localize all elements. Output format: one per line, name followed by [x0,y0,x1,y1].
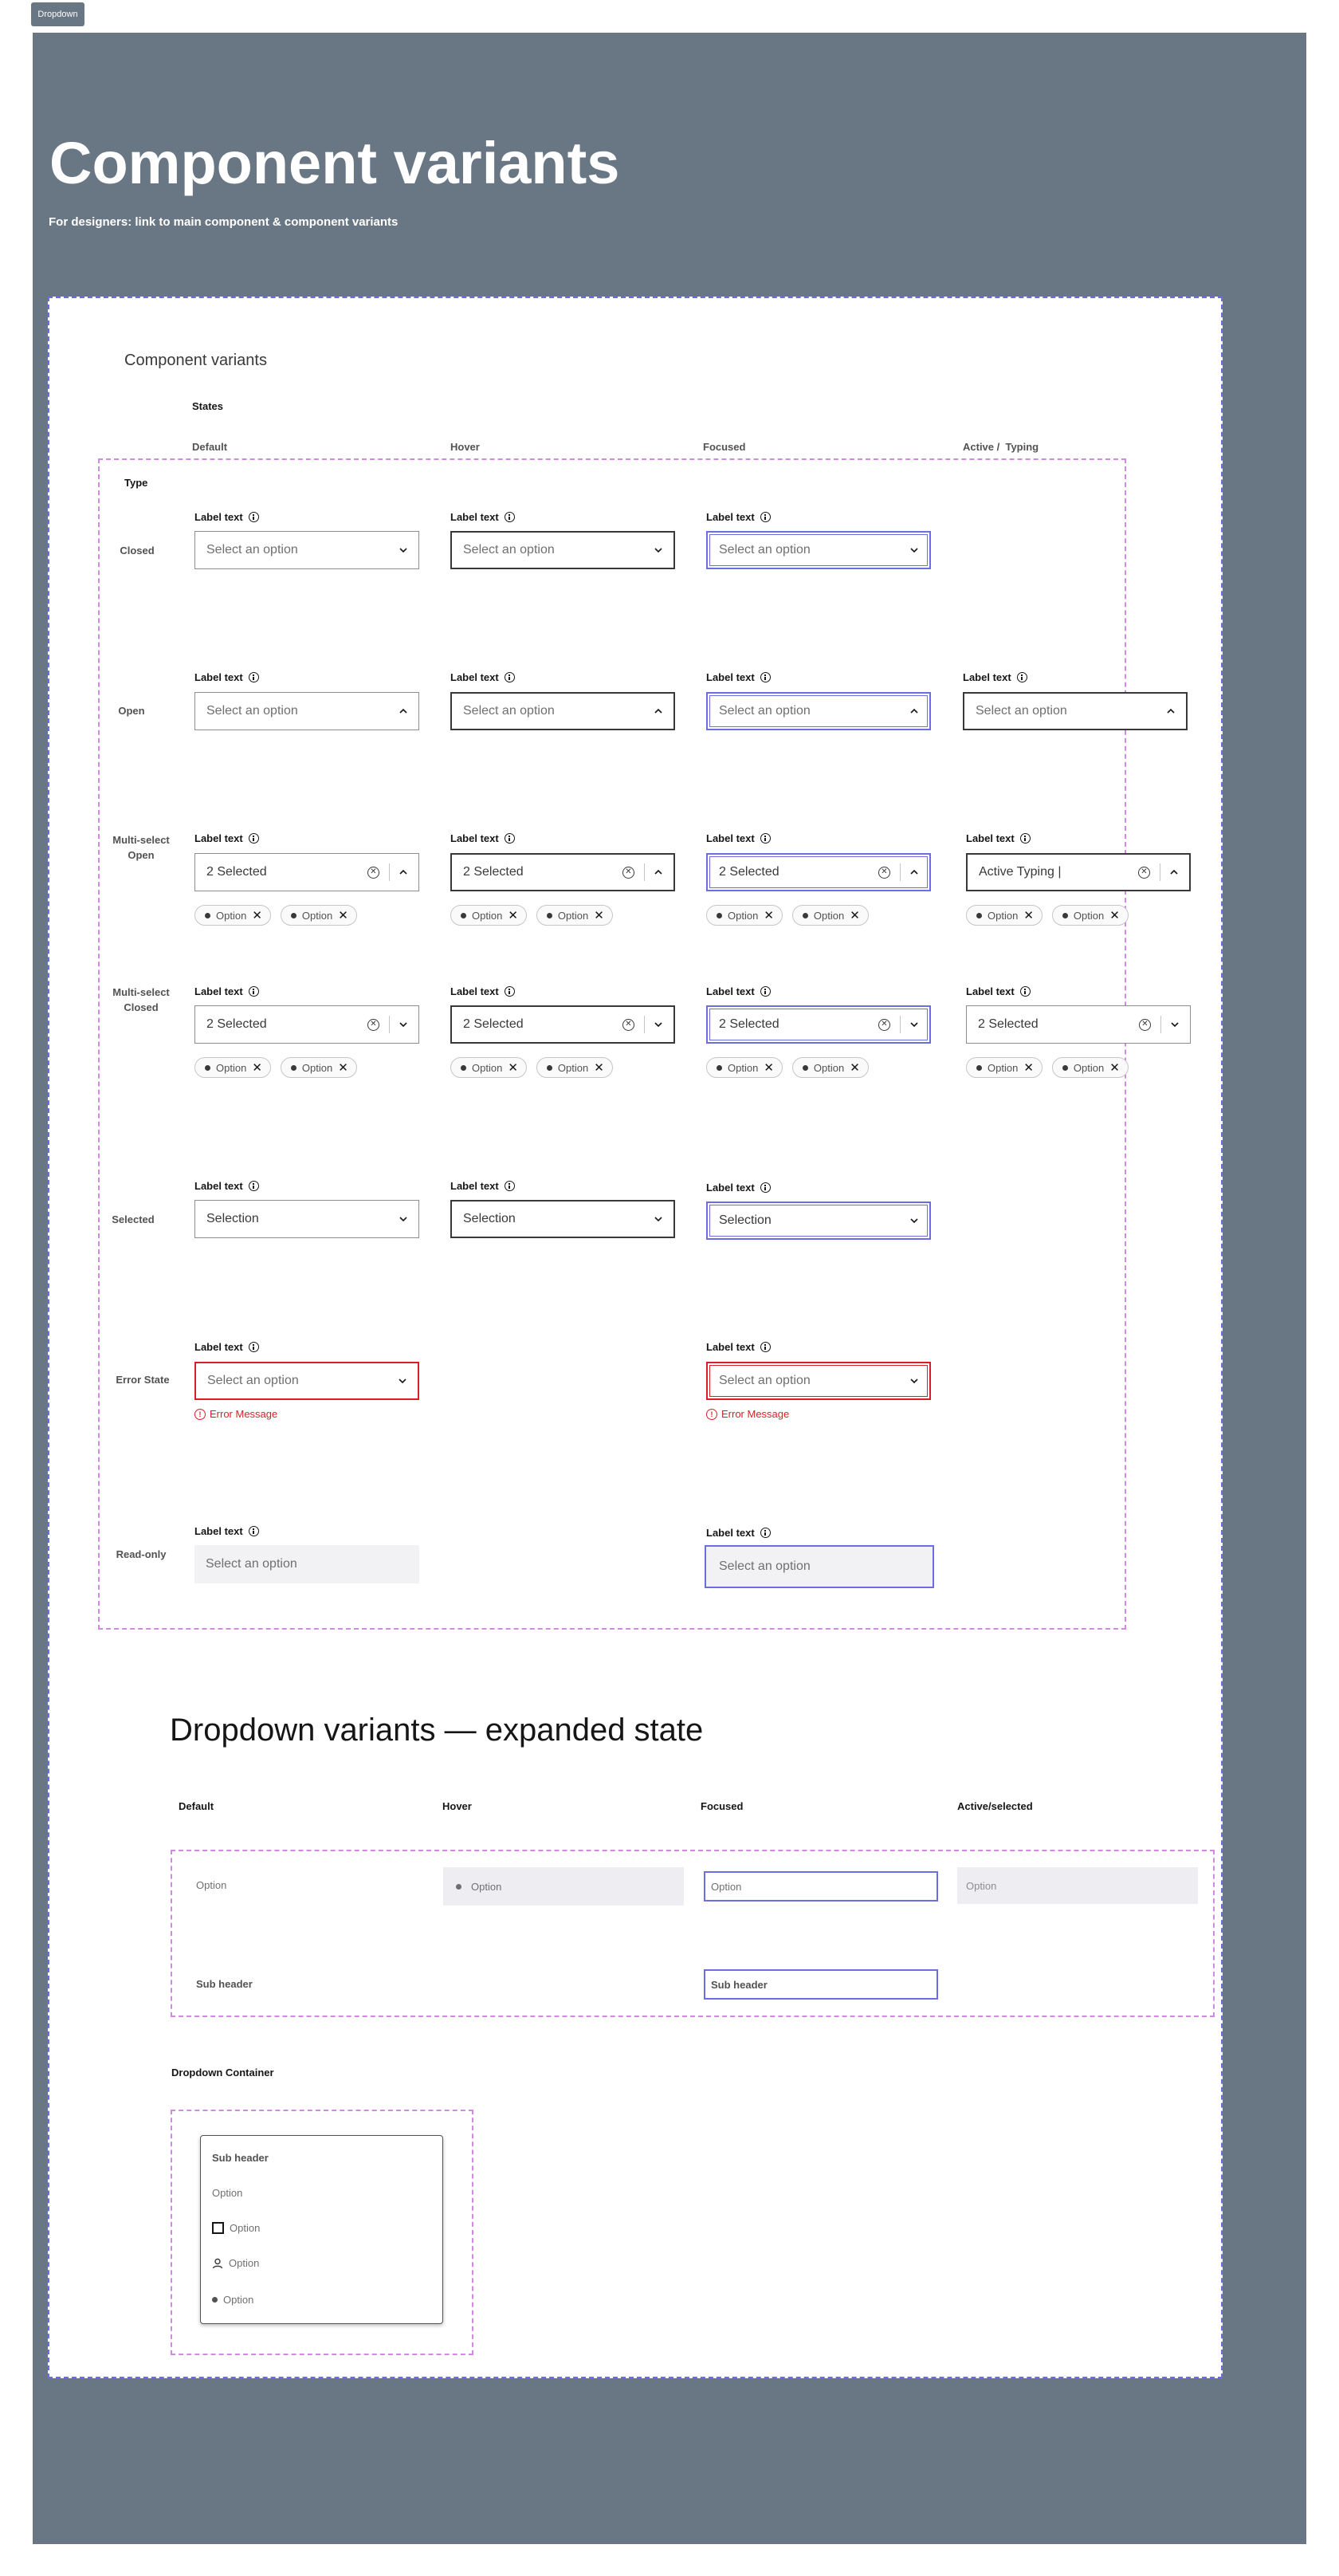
option-chip[interactable] [536,1057,613,1078]
clear-icon[interactable]: ✕ [622,1019,634,1031]
dot-icon [1062,1065,1068,1071]
label-text: Label text [706,511,755,523]
chip-label: Option [301,1061,333,1074]
dot-icon [717,1065,722,1071]
option-label: Option [229,2257,260,2269]
divider [900,1016,901,1033]
section-title-dropdown-variants: Dropdown variants — expanded state [170,1713,704,1748]
dot-icon [976,1065,982,1071]
label-text: Label text [706,1182,755,1194]
info-icon[interactable] [760,833,771,844]
selected-count: 2 Selected [978,1017,1039,1031]
field-label [706,1341,771,1353]
info-icon[interactable] [760,986,771,997]
chevron-up-icon [1170,868,1178,876]
dot-icon [205,1065,210,1071]
dot-icon [461,1065,466,1071]
field-label [194,511,259,523]
type-heading: Type [124,477,148,489]
divider [644,863,645,881]
option-chip[interactable] [1052,905,1129,926]
dot-icon [547,913,552,918]
close-icon[interactable]: ✕ [594,1061,604,1075]
dropdown-open-active[interactable] [963,692,1188,730]
field-label [706,1182,771,1194]
card-title: Component variants [124,352,267,369]
chip-label: Option [472,1061,503,1074]
info-icon[interactable] [249,1342,259,1352]
close-icon[interactable]: ✕ [338,909,348,922]
field-label [966,985,1031,997]
option-hover[interactable] [443,1867,684,1905]
clear-icon[interactable]: ✕ [622,867,634,879]
row-label-selected: Selected [112,1213,155,1225]
option-active-selected[interactable] [957,1867,1198,1904]
label-text: Label text [450,1180,499,1192]
clear-icon[interactable]: ✕ [1138,867,1150,879]
field-label [194,1341,259,1353]
variants-grid-outline [98,458,1126,1630]
column-header-hover: Hover [450,441,480,453]
dropdown-container-title: Dropdown Container [171,2067,274,2078]
multiselect-closed-default[interactable] [194,1005,419,1044]
chip-label: Option [557,909,589,922]
dot-icon [803,913,808,918]
chevron-down-icon [399,1377,406,1385]
label-text: Label text [450,985,499,997]
option-label: Option [230,2222,261,2234]
chevron-up-icon [399,868,407,876]
dropdown-readonly-default [194,1545,419,1583]
close-icon[interactable]: ✕ [764,909,774,922]
label-text: Label text [706,1341,755,1353]
multiselect-open-typing[interactable] [966,853,1191,891]
field-label [194,671,259,683]
info-icon[interactable] [249,986,259,997]
clear-icon[interactable]: ✕ [1139,1019,1151,1031]
selected-count: 2 Selected [719,865,779,879]
states-heading: States [192,400,224,412]
dropdown-selected-focused[interactable] [706,1201,931,1240]
option-default[interactable]: Option [196,1879,227,1891]
error-message [706,1408,789,1420]
field-label [706,511,771,523]
dropdown-error-default[interactable] [194,1362,419,1400]
close-icon[interactable]: ✕ [594,909,604,922]
dot-icon [456,1884,461,1890]
row-label-multi-open: Multi-select Open [112,834,170,861]
label-text: Label text [194,1180,243,1192]
dropdown-open-hover[interactable] [450,692,675,730]
close-icon[interactable]: ✕ [252,1061,262,1075]
label-text: Label text [194,985,243,997]
option-label: Option [471,1880,502,1893]
divider [1160,1016,1161,1033]
label-text: Label text [194,1341,243,1353]
info-icon[interactable] [760,1528,771,1538]
field-label [194,1525,259,1537]
placeholder-text: Select an option [976,704,1067,718]
dropdown-open-focused[interactable] [706,692,931,730]
subheader-focused[interactable] [704,1969,938,2000]
close-icon[interactable]: ✕ [764,1061,774,1075]
chevron-down-icon [399,1021,407,1028]
label-text: Label text [966,985,1015,997]
option-label: Option [711,1880,742,1893]
field-label [706,985,771,997]
placeholder-text: Select an option [463,543,555,556]
close-icon[interactable]: ✕ [338,1061,348,1075]
error-message-text: Error Message [721,1408,790,1420]
close-icon[interactable]: ✕ [850,1061,860,1075]
menu-item-checkbox-option[interactable] [212,2222,260,2234]
info-icon[interactable] [249,1526,259,1536]
divider [389,1016,390,1033]
placeholder-text: Select an option [719,543,811,556]
dropdown-error-focused[interactable] [706,1362,931,1400]
field-label [706,671,771,683]
divider [644,1016,645,1033]
dot-icon [976,913,982,918]
dot-icon [212,2297,218,2303]
info-icon[interactable] [505,986,515,997]
dot-icon [1062,913,1068,918]
option-chip[interactable] [706,905,783,926]
label-text: Label text [194,832,243,844]
option-label: Option [223,2294,254,2306]
clear-icon[interactable]: ✕ [878,867,890,879]
field-label [194,1180,259,1192]
close-icon[interactable]: ✕ [1023,1061,1034,1075]
field-label [706,1527,771,1539]
row-label-error: Error State [116,1374,170,1386]
dropdown-closed-default[interactable] [194,531,419,569]
chip-group [706,1057,869,1078]
label-text: Label text [450,832,499,844]
selected-count: 2 Selected [463,865,524,879]
chip-label: Option [1073,909,1105,922]
close-icon[interactable]: ✕ [1109,909,1120,922]
info-icon[interactable] [760,1342,771,1352]
chevron-down-icon [399,546,407,554]
option-chip[interactable] [450,1057,527,1078]
placeholder-text: Select an option [206,543,298,556]
menu-item-user-option[interactable] [212,2257,259,2269]
chevron-up-icon [1167,707,1175,715]
info-icon[interactable] [249,512,259,522]
dropdown-closed-hover[interactable] [450,531,675,569]
field-label [194,985,259,997]
chip-group [450,1057,613,1078]
dot-icon [803,1065,808,1071]
multiselect-closed-focused[interactable] [706,1005,931,1044]
column-header-default: Default [179,1800,214,1812]
chevron-up-icon [910,868,918,876]
field-label [450,511,515,523]
menu-subheader: Sub header [212,2152,269,2164]
close-icon[interactable]: ✕ [508,1061,518,1075]
field-label [450,1180,515,1192]
chevron-down-icon [654,1021,662,1028]
option-chip[interactable] [792,905,869,926]
chip-label: Option [728,1061,759,1074]
chip-label: Option [216,909,247,922]
field-label [450,985,515,997]
dropdown-readonly-focused [705,1545,934,1588]
column-header-active: Active / Typing [963,441,1039,453]
selection-value: Selection [719,1213,772,1227]
dropdown-open-default[interactable] [194,692,419,730]
chip-label: Option [1073,1061,1105,1074]
column-header-active-selected: Active/selected [957,1800,1033,1812]
selected-count: 2 Selected [206,1017,267,1031]
label-text: Label text [450,511,499,523]
subheader-default: Sub header [196,1978,253,1990]
option-chip[interactable] [450,905,527,926]
close-icon[interactable]: ✕ [850,909,860,922]
clear-icon[interactable]: ✕ [367,867,379,879]
label-text: Label text [706,1527,755,1539]
selection-value: Selection [206,1212,259,1225]
field-label [194,832,259,844]
info-icon[interactable] [760,672,771,682]
field-label [963,671,1027,683]
info-icon[interactable] [505,833,515,844]
option-chip[interactable] [966,1057,1043,1078]
placeholder-text: Select an option [719,1374,811,1387]
hero-title: Component variants [49,130,620,196]
label-text: Label text [966,832,1015,844]
option-focused[interactable] [704,1871,938,1902]
option-chip[interactable] [706,1057,783,1078]
chip-label: Option [813,1061,845,1074]
divider [900,863,901,881]
option-chip[interactable] [194,1057,271,1078]
checkbox-icon[interactable] [212,2222,224,2234]
chip-group [194,1057,357,1078]
dropdown-selected-default[interactable] [194,1200,419,1238]
option-chip[interactable] [281,905,357,926]
chip-label: Option [988,909,1019,922]
field-label [966,832,1031,844]
chevron-down-icon [654,546,662,554]
chip-label: Option [813,909,845,922]
chip-label: Option [216,1061,247,1074]
clear-icon[interactable]: ✕ [878,1019,890,1031]
info-icon[interactable] [505,1181,515,1191]
label-text: Label text [706,985,755,997]
option-chip[interactable] [1052,1057,1129,1078]
placeholder-text: Select an option [719,704,811,718]
info-icon[interactable] [249,672,259,682]
hero-subtitle: For designers: link to main component & component variants [49,215,399,229]
chevron-down-icon [910,1021,918,1028]
multiselect-open-default[interactable] [194,853,419,891]
info-icon[interactable] [505,672,515,682]
info-icon[interactable] [1017,672,1027,682]
placeholder-text: Select an option [206,1557,297,1571]
row-label-multi-closed: Multi-select Closed [112,986,170,1013]
chevron-down-icon [1171,1021,1179,1028]
selected-count: 2 Selected [719,1017,779,1031]
field-label [706,832,771,844]
dropdown-closed-focused[interactable] [706,531,931,569]
column-header-default: Default [192,441,228,453]
column-header-focused: Focused [703,441,746,453]
option-label: Option [966,1879,997,1892]
error-icon: ! [706,1409,717,1420]
menu-item-dot-option[interactable] [212,2294,253,2306]
typing-input-value: Active Typing | [979,865,1062,879]
placeholder-text: Select an option [207,1374,299,1387]
info-icon[interactable] [1020,986,1031,997]
chip-label: Option [988,1061,1019,1074]
error-icon: ! [194,1409,206,1420]
info-icon[interactable] [760,1182,771,1193]
clear-icon[interactable]: ✕ [367,1019,379,1031]
close-icon[interactable]: ✕ [1023,909,1034,922]
info-icon[interactable] [760,512,771,522]
option-chip[interactable] [536,905,613,926]
placeholder-text: Select an option [719,1559,811,1573]
label-text: Label text [194,511,243,523]
dot-icon [717,913,722,918]
close-icon[interactable]: ✕ [508,909,518,922]
chevron-down-icon [399,1215,407,1223]
placeholder-text: Select an option [463,704,555,718]
info-icon[interactable] [249,833,259,844]
label-text: Label text [450,671,499,683]
chip-group [194,905,357,926]
selection-value: Selection [463,1212,516,1225]
dot-icon [205,913,210,918]
info-icon[interactable] [249,1181,259,1191]
multiselect-open-focused[interactable] [706,853,931,891]
chevron-up-icon [654,868,662,876]
option-chip[interactable] [966,905,1043,926]
chip-group [450,905,613,926]
error-message [194,1408,277,1420]
dot-icon [291,913,296,918]
multiselect-closed-active[interactable] [966,1005,1191,1044]
dropdown-menu [200,2135,443,2324]
chip-label: Option [301,909,333,922]
chevron-down-icon [654,1215,662,1223]
chevron-down-icon [910,1377,918,1385]
selected-count: 2 Selected [463,1017,524,1031]
subheader-label: Sub header [711,1978,768,1991]
label-text: Label text [963,671,1011,683]
placeholder-text: Select an option [206,704,298,718]
field-label [450,832,515,844]
dot-icon [291,1065,296,1071]
option-chip[interactable] [792,1057,869,1078]
chevron-up-icon [910,707,918,715]
row-label-open: Open [118,705,145,717]
chip-label: Option [472,909,503,922]
chip-label: Option [557,1061,589,1074]
chevron-up-icon [654,707,662,715]
chevron-up-icon [399,707,407,715]
multiselect-closed-hover[interactable] [450,1005,675,1044]
chip-label: Option [728,909,759,922]
close-icon[interactable]: ✕ [1109,1061,1120,1075]
label-text: Label text [706,671,755,683]
chip-group [966,905,1129,926]
field-label [450,671,515,683]
column-header-hover: Hover [442,1800,472,1812]
dot-icon [461,913,466,918]
option-chip[interactable] [194,905,271,926]
multiselect-open-hover[interactable] [450,853,675,891]
divider [389,863,390,881]
chevron-down-icon [910,546,918,554]
user-icon [212,2258,223,2269]
close-icon[interactable]: ✕ [252,909,262,922]
label-text: Label text [706,832,755,844]
option-chip[interactable] [281,1057,357,1078]
chip-group [966,1057,1129,1078]
menu-item-option[interactable]: Option [212,2187,243,2199]
column-header-focused: Focused [701,1800,744,1812]
chevron-down-icon [910,1217,918,1225]
chip-group [706,905,869,926]
dropdown-selected-hover[interactable] [450,1200,675,1238]
page-tag: Dropdown [31,2,84,26]
info-icon[interactable] [505,512,515,522]
error-message-text: Error Message [210,1408,278,1420]
info-icon[interactable] [1020,833,1031,844]
row-label-readonly: Read-only [116,1548,167,1560]
label-text: Label text [194,1525,243,1537]
dot-icon [547,1065,552,1071]
label-text: Label text [194,671,243,683]
row-label-closed: Closed [120,545,155,556]
selected-count: 2 Selected [206,865,267,879]
